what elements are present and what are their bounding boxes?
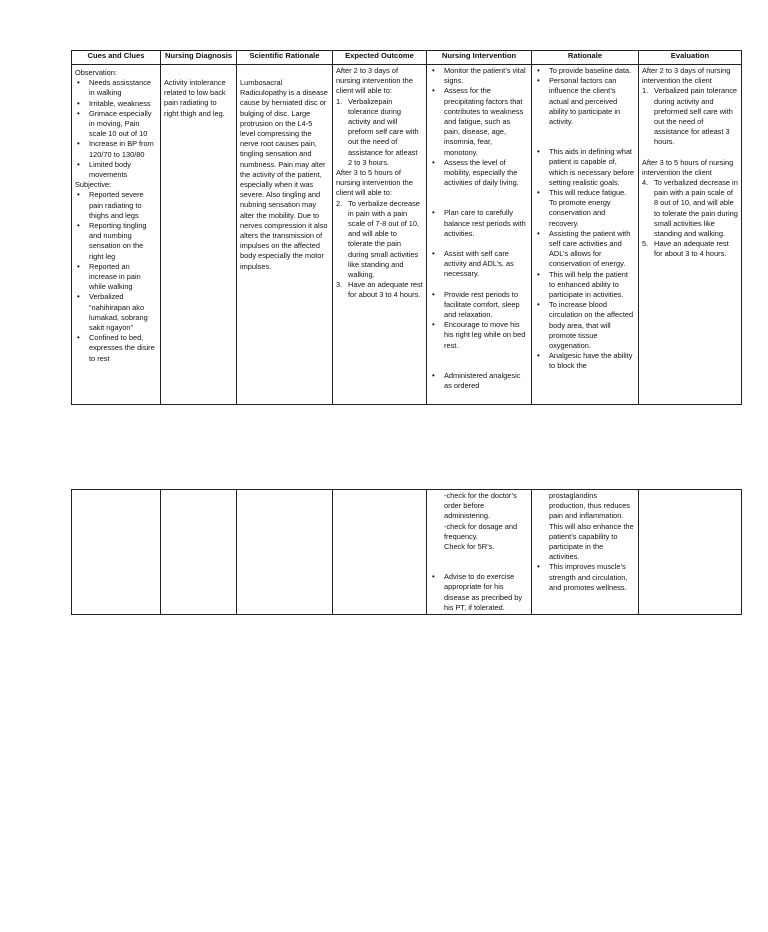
list-item: • This aids in defining what patient is capable of, which is necessary before setting realistic goals. (535, 147, 635, 188)
observation-label: Observation: (75, 68, 117, 77)
table-row (72, 490, 742, 615)
scientific-cell-empty (237, 490, 333, 615)
list-item: • Reported an increase in pain while walking (75, 262, 157, 293)
subjective-label: Subjective: (75, 180, 112, 190)
header-cues: Cues and Clues (72, 51, 161, 65)
intervention-cell (427, 65, 532, 405)
list-item: • Irritable, weakness (75, 99, 157, 109)
list-item: • Increase in BP from 120/70 to 130/80 (75, 139, 157, 159)
list-item: • Reported severe pain radiating to thighs and legs (75, 190, 157, 221)
list-item: • This will reduce fatigue. To promote energy conservation and recovery. (535, 188, 635, 229)
list-item: • This improves muscle’s strength and circulation, and promotes wellness. (535, 562, 635, 593)
list-item: • Encourage to move his his right leg while on bed rest. (430, 320, 528, 351)
cues-cell (72, 65, 161, 405)
list-item: • Assess the level of mobility, especially the activities of daily living. (430, 158, 528, 189)
list-item: • Provide rest periods to facilitate comfort, sleep and relaxation. (430, 290, 528, 321)
list-item: • Grimace especially in moving, Pain scale 10 out of 10 (75, 109, 157, 140)
diagnosis-cell (161, 65, 237, 405)
header-scientific-rationale: Scientific Rationale (237, 51, 333, 65)
table-header-row (72, 51, 742, 65)
expected-intro-1: After 2 to 3 days of nursing intervention the client will able to: (336, 66, 413, 96)
header-rationale: Rationale (532, 51, 639, 65)
intervention-cell-cont (427, 490, 532, 615)
evaluation-cell (639, 65, 742, 405)
expected-cell-empty (333, 490, 427, 615)
list-item: • Limited body movements (75, 160, 157, 180)
list-item: • This will help the patient to enhanced ability to participate in activities. (535, 270, 635, 301)
list-item: • Assist with self care activity and ADL’s, as necessary. (430, 249, 528, 280)
list-item: • Personal factors can influence the client’s actual and perceived ability to participate in activity. (535, 76, 635, 127)
list-item: 3. Have an adequate rest for about 3 to 4 hours. (336, 280, 423, 300)
cues-cell-empty (72, 490, 161, 615)
list-item: 4. To verbalized decrease in pain with a pain scale of 8 out of 10, and will able to tolerate the pain during small activities like standing and walking. (642, 178, 738, 239)
header-intervention: Nursing Intervention (427, 51, 532, 65)
list-item: • Confined to bed, expresses the disire to rest (75, 333, 157, 364)
scientific-rationale-cell (237, 65, 333, 405)
table-row (72, 65, 742, 405)
scientific-rationale-text: Lumbosacral Radiculopathy is a disease cause by herniated disc or bulging of disc. Large protrusion on the L4-5 level compressing the nerve root causes pain, tingling sensation and numbness. Pain may alter the activity of the patient, especially when it was severe. Also tingling and nubning sensation may alter the mobility. Due to nerves compression it also alters the transmission of impulses on the affected body especially the motor impulses. (240, 78, 328, 271)
header-diagnosis: Nursing Diagnosis (161, 51, 237, 65)
rationale-cell-cont (532, 490, 639, 615)
list-item: 1. Verbalizepain tolerance during activity and will preform self care with out the need of assistance for atleast 2 to 3 hours. (336, 96, 419, 167)
list-item: • Needs assisstance in walking (75, 78, 157, 98)
list-item: • Advise to do exercise appropriate for his disease as precribed by his PT, if tolerated. (430, 572, 528, 613)
rationale-cell (532, 65, 639, 405)
diagnosis-text: Activity intolerance related to low back pain radiating to right thigh and leg. (164, 78, 226, 118)
evaluation-intro-2: After 3 to 5 hours of nursing intervention the client (642, 157, 734, 177)
list-item: 5. Have an adequate rest for about 3 to 4 hours. (642, 239, 729, 259)
intervention-cont-line: -check for dosage and frequency. (444, 521, 518, 541)
intervention-cont-line: Check for 5R’s. (444, 542, 495, 552)
list-item: • Assess for the precipitating factors that contributes to weakness and fatigue, such as pain, disease, age, insomnia, fear, monotony. (430, 86, 528, 157)
rationale-cont-text: prostaglandins production, thus reduces pain and inflammation. This will also enhance the patient’s capability to participate in the activities. (549, 491, 634, 562)
intervention-cont-line: -check for the doctor’s order before administering. (444, 491, 517, 521)
list-item: • Verbalized “nahihirapan ako lumakad, sobrang sakit ngayon” (75, 292, 157, 333)
evaluation-intro-1: After 2 to 3 days of nursing intervention the client (642, 66, 731, 86)
header-expected-outcome: Expected Outcome (333, 51, 427, 65)
list-item: • Assisting the patient with self care activities and ADL’s allows for conservation of energy. (535, 229, 635, 270)
evaluation-cell-empty (639, 490, 742, 615)
list-item: • Analgesic have the ability to block the (535, 351, 635, 371)
care-plan-table-page-1 (71, 50, 742, 405)
list-item: • To provide baseline data. (535, 66, 635, 76)
care-plan-table-page-2 (71, 489, 742, 615)
list-item: 1. Verbalized pain tolerance during activity and preformed self care with out the need of assistance for atleast 3 hours. (642, 86, 737, 147)
header-evaluation: Evaluation (639, 51, 742, 65)
diagnosis-cell-empty (161, 490, 237, 615)
expected-intro-2: After 3 to 5 hours of nursing intervention the client will able to: (336, 168, 413, 198)
list-item: • Reporting tingling and numbing sensation on the right leg (75, 221, 157, 262)
list-item: • Administered analgesic as ordered (430, 371, 528, 391)
list-item: • To increase blood circulation on the affected body area, that will promote tissue oxygenation. (535, 300, 635, 351)
list-item: • Plan care to carefully balance rest periods with activities. (430, 208, 528, 239)
list-item: • Monitor the patient’s vital signs. (430, 66, 528, 86)
list-item: 2. To verbalize decrease in pain with a pain scale of 7-8 out of 10, and will able to tolerate the pain during small activities like standing and walking. (336, 198, 420, 280)
expected-outcome-cell (333, 65, 427, 405)
